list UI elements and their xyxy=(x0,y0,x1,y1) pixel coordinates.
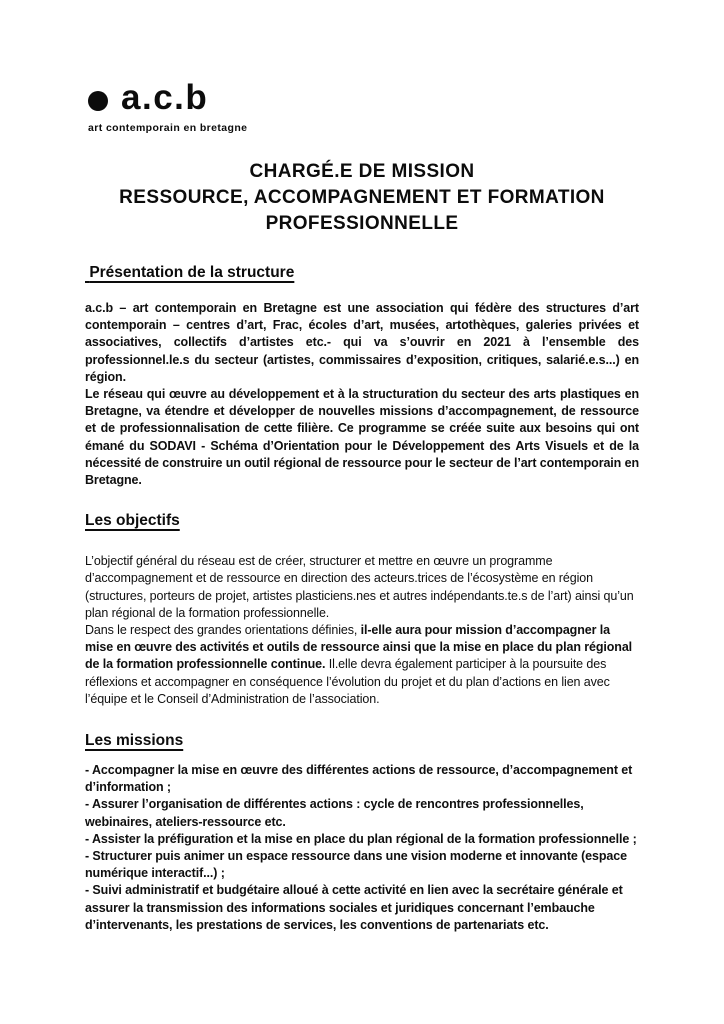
logo-tagline: art contemporain en bretagne xyxy=(88,122,248,134)
section-missions xyxy=(85,732,639,934)
missions-heading: Les missions xyxy=(85,732,184,750)
section-objectifs xyxy=(85,512,639,708)
acb-logo xyxy=(85,78,639,134)
objectifs-paragraph-2-emphasis: il-elle aura pour mission d’accompagner la mise en œuvre des activités et outils de ressource ainsi que la mise en place du plan régional de la formation professionnelle continue. xyxy=(85,623,633,672)
objectifs-paragraph-2-tail: Il.elle devra également participer à la poursuite des réflexions et accompagner en conséquence l’évolution du projet et du plan d’actions en lien avec l’équipe et le Conseil d’Administration de l’association. xyxy=(85,657,610,706)
presentation-paragraph-1: a.c.b – art contemporain en Bretagne est une association qui fédère des structures d’art contemporain – centres d’art, Frac, écoles d’art, musées, artothèques, galeries privées et associatives, collectifs d’artistes etc.- qui va s’ouvrir en 2021 à l’ensemble des professionnel.le.s du secteur (artistes, commissaires d’exposition, critiques, salarié.e.s...) en région. xyxy=(85,301,639,384)
title-line-3: PROFESSIONNELLE xyxy=(265,213,459,234)
presentation-heading: Présentation de la structure xyxy=(89,264,295,281)
mission-item-4: - Structurer puis animer un espace ressource dans une vision moderne et innovante (espace numérique interactif...) ; xyxy=(85,849,627,881)
objectifs-paragraph-2 xyxy=(85,622,639,708)
logo-dot-icon xyxy=(88,91,108,111)
objectifs-paragraph-2-lead: Dans le respect des grandes orientations définies, xyxy=(85,623,361,638)
missions-list xyxy=(85,762,639,934)
objectifs-paragraph-1: L’objectif général du réseau est de créer, structurer et mettre en œuvre un programme d’accompagnement et de ressource en direction des acteurs.trices de l’écosystème en région (structures, porteurs de projet, artistes plasticiens.nes et autres indépendants.te.s de l’art) ainsi qu’un plan régional de la formation professionnelle. xyxy=(85,554,634,620)
title-line-2: RESSOURCE, ACCOMPAGNEMENT ET FORMATION xyxy=(119,187,605,208)
objectifs-heading: Les objectifs xyxy=(85,512,180,530)
document-title xyxy=(85,159,639,237)
title-line-1: CHARGÉ.E DE MISSION xyxy=(249,161,475,182)
mission-item-2: - Assurer l’organisation de différentes actions : cycle de rencontres professionnelles, webinaires, ateliers-ressource etc. xyxy=(85,797,584,829)
section-presentation xyxy=(85,264,639,489)
mission-item-3: - Assister la préfiguration et la mise en place du plan régional de la formation professionnelle ; xyxy=(85,831,637,846)
mission-item-5: - Suivi administratif et budgétaire alloué à cette activité en lien avec la secrétaire générale et assurer la transmission des informations sociales et juridiques concernant l’embauche d’intervenants, les prestations de services, les conventions de partenariats etc. xyxy=(85,883,623,932)
presentation-paragraph-2: Le réseau qui œuvre au développement et à la structuration du secteur des arts plastiques en Bretagne, va étendre et développer de nouvelles missions d’accompagnement, de ressource et de professionnalisation de cette filière. Ce programme se créée suite aux besoins qui ont émané du SODAVI - Schéma d’Orientation pour le Développement des Arts Visuels et de la nécessité de construire un outil régional de ressource pour le secteur de l’art contemporain en Bretagne. xyxy=(85,387,639,488)
logo-wordmark: a.c.b xyxy=(121,77,209,117)
mission-item-1: - Accompagner la mise en œuvre des différentes actions de ressource, d’accompagnement et d’information ; xyxy=(85,763,633,795)
logo-row xyxy=(88,78,639,116)
